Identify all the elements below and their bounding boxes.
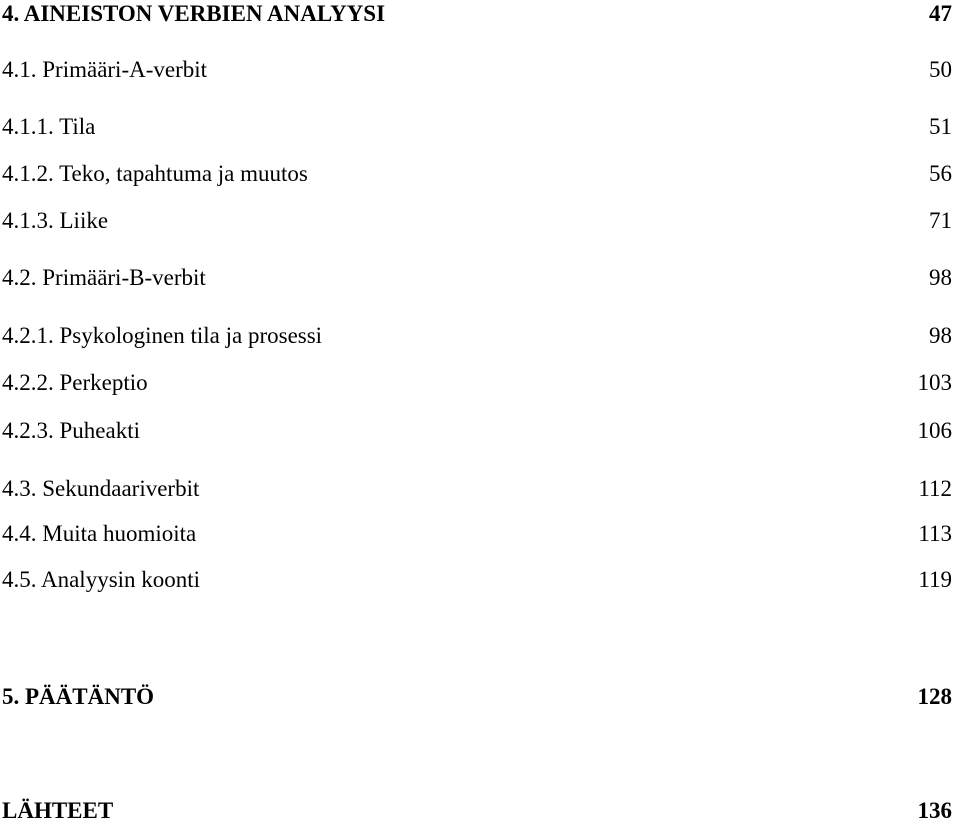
toc-entry-number: 4.4. xyxy=(2,521,37,546)
toc-entry-title: Tila xyxy=(59,114,96,139)
toc-entry-page: 98 xyxy=(929,265,952,290)
toc-entry-page: 119 xyxy=(918,567,952,592)
toc-entry-page: 56 xyxy=(929,161,952,186)
toc-entry-4-2-3[interactable] xyxy=(2,417,952,445)
toc-entry-number: 4.3. xyxy=(2,476,37,501)
toc-entry-page: 98 xyxy=(929,323,952,348)
toc-entry-4-2-2[interactable] xyxy=(2,369,952,397)
toc-entry-title: Muita huomioita xyxy=(42,521,197,546)
toc-entry-number: 4.2.2. xyxy=(2,370,54,395)
toc-entry-title: Liike xyxy=(59,208,109,233)
toc-entry-4-2[interactable] xyxy=(2,264,952,292)
toc-entry-title: Teko, tapahtuma ja muutos xyxy=(59,161,308,186)
toc-entry-4-1[interactable] xyxy=(2,56,952,84)
toc-entry-4-5[interactable] xyxy=(2,566,952,594)
toc-entry-page: 136 xyxy=(917,798,952,823)
toc-entry-title: AINEISTON VERBIEN ANALYYSI xyxy=(23,1,386,26)
toc-entry-number: 4.2.1. xyxy=(2,323,54,348)
toc-entry-page: 106 xyxy=(917,418,952,443)
toc-entry-page: 128 xyxy=(917,684,952,709)
toc-entry-4-2-1[interactable] xyxy=(2,322,952,350)
toc-entry-4[interactable] xyxy=(2,0,952,28)
toc-entry-number: 4.1. xyxy=(2,57,37,82)
toc-entry-page: 47 xyxy=(929,1,952,26)
toc-entry-5[interactable] xyxy=(2,683,952,711)
toc-entry-number: 4. xyxy=(2,1,20,26)
toc-entry-number: 4.1.2. xyxy=(2,161,54,186)
toc-entry-number: 4.2. xyxy=(2,265,37,290)
toc-entry-title: LÄHTEET xyxy=(2,798,114,823)
toc-entry-number: 4.2.3. xyxy=(2,418,54,443)
toc-entry-page: 112 xyxy=(918,476,952,501)
toc-entry-title: Psykologinen tila ja prosessi xyxy=(59,323,323,348)
toc-entry-title: PÄÄTÄNTÖ xyxy=(25,684,155,709)
toc-entry-title: Primääri-B-verbit xyxy=(42,265,206,290)
toc-entry-page: 113 xyxy=(918,521,952,546)
toc-entry-4-1-2[interactable] xyxy=(2,160,952,188)
toc-entry-title: Puheakti xyxy=(59,418,140,443)
toc-entry-page: 50 xyxy=(929,57,952,82)
toc-entry-title: Sekundaariverbit xyxy=(42,476,200,501)
toc-entry-number: 4.1.1. xyxy=(2,114,54,139)
toc-entry-lahteet[interactable] xyxy=(2,797,952,825)
toc-entry-4-4[interactable] xyxy=(2,520,952,548)
toc-entry-4-3[interactable] xyxy=(2,475,952,503)
toc-entry-4-1-1[interactable] xyxy=(2,113,952,141)
toc-entry-title: Analyysin koonti xyxy=(40,567,201,592)
toc-entry-number: 5. xyxy=(2,684,20,709)
toc-entry-page: 71 xyxy=(929,208,952,233)
toc-entry-title: Perkeptio xyxy=(59,370,148,395)
toc-entry-4-1-3[interactable] xyxy=(2,207,952,235)
toc-entry-page: 51 xyxy=(929,114,952,139)
toc-entry-number: 4.1.3. xyxy=(2,208,54,233)
toc-entry-title: Primääri-A-verbit xyxy=(42,57,208,82)
toc-entry-page: 103 xyxy=(917,370,952,395)
toc-entry-number: 4.5. xyxy=(2,567,37,592)
